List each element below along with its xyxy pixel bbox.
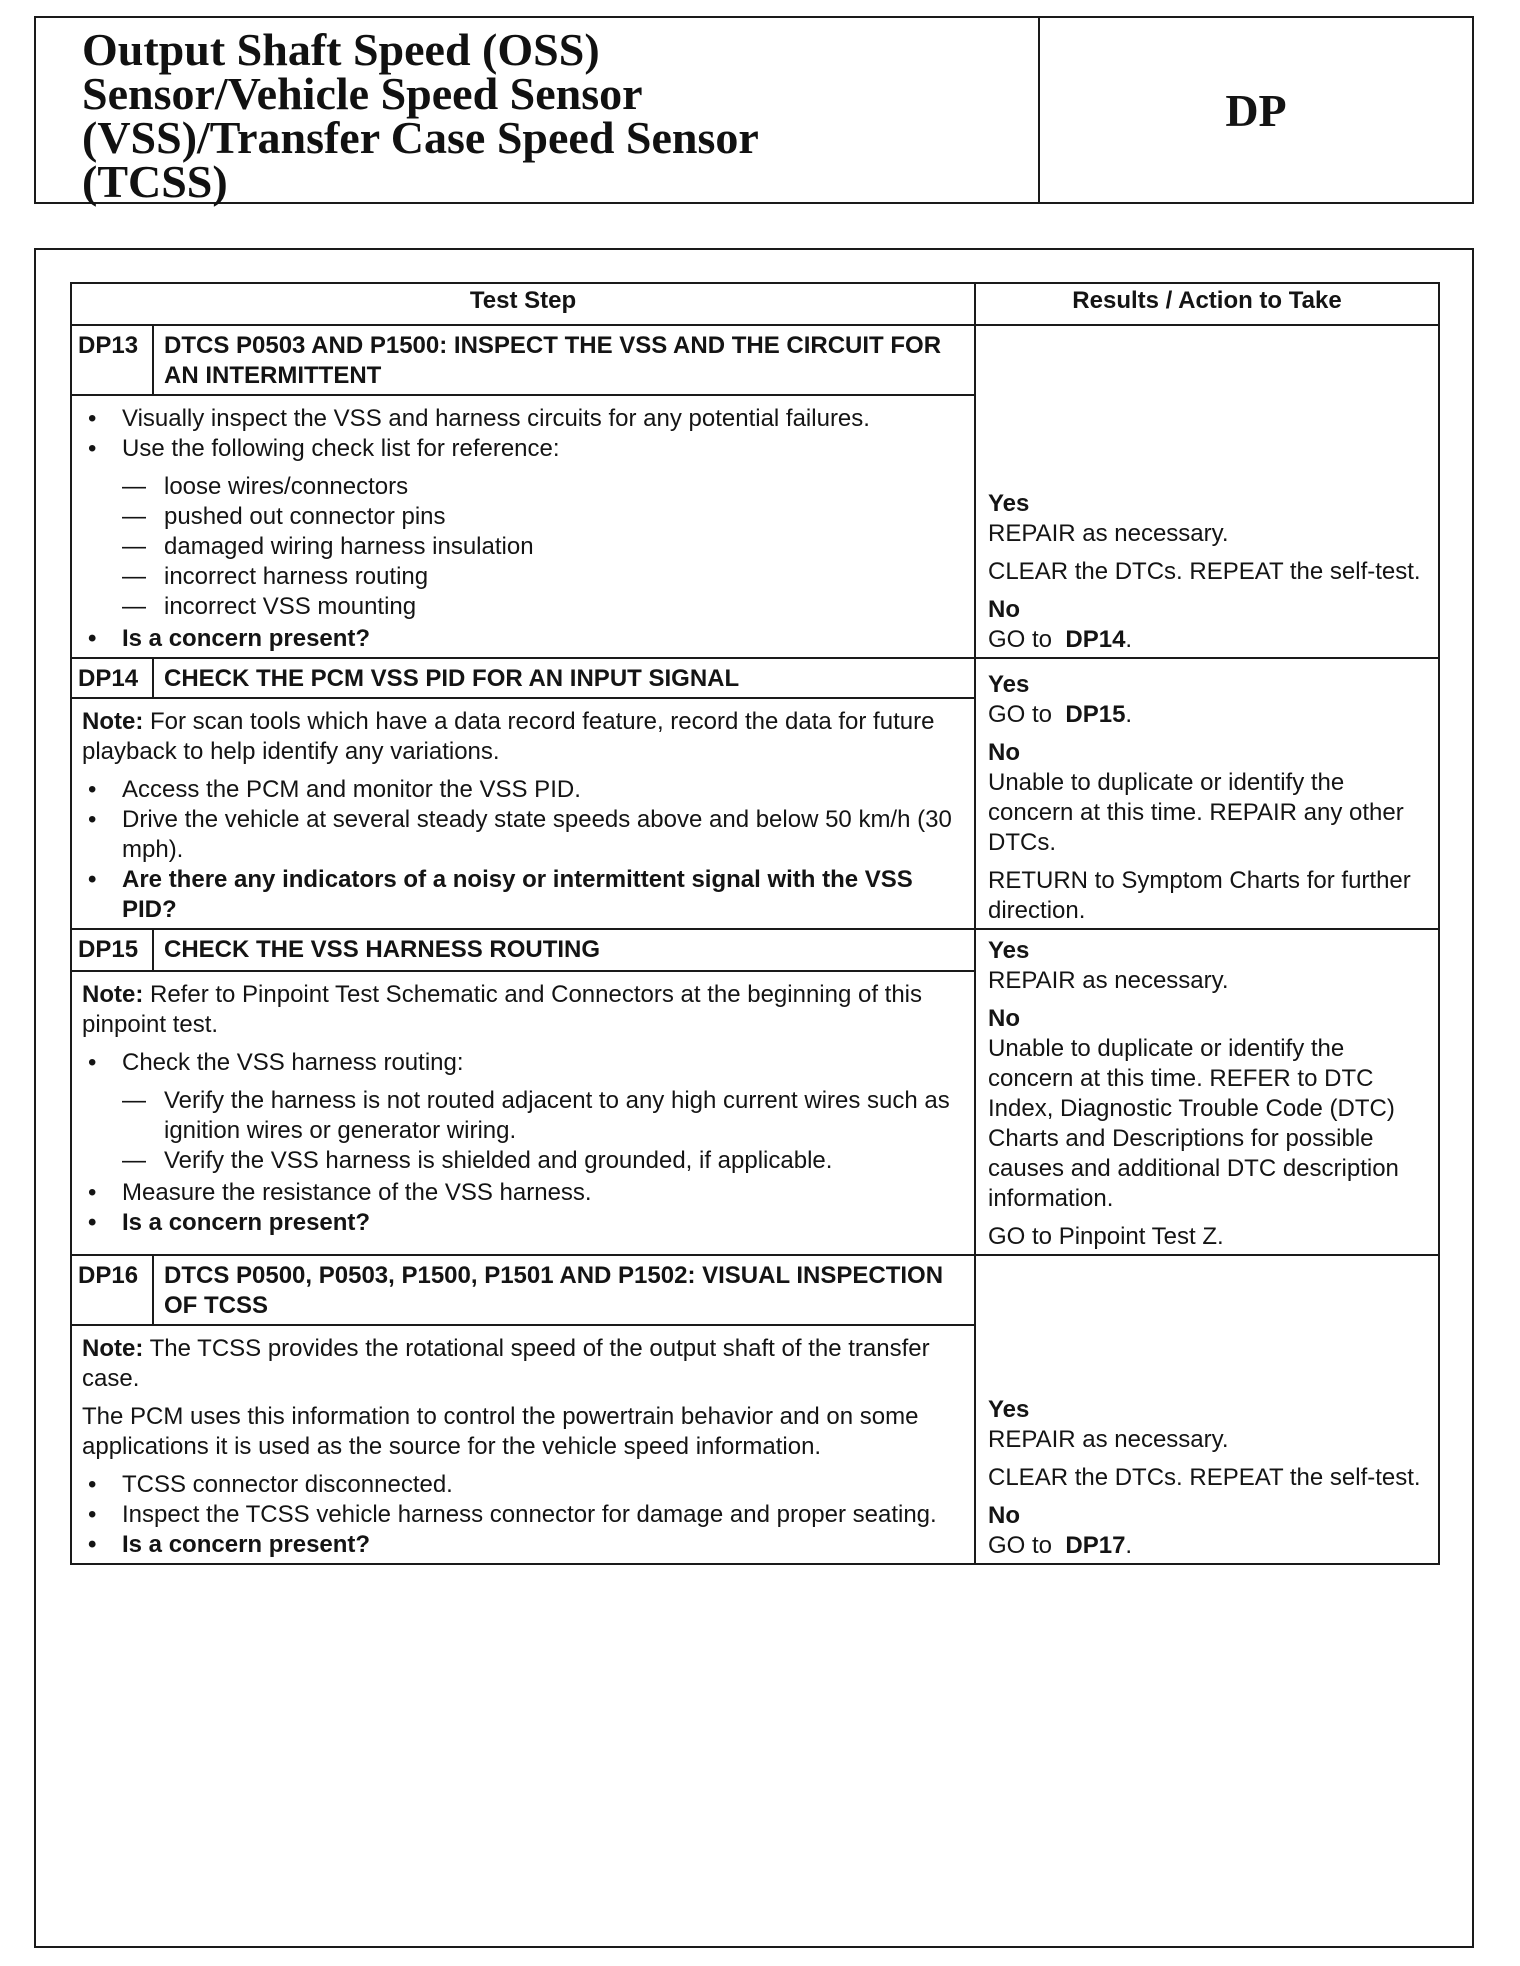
step-note — [82, 980, 964, 1040]
bullet-list — [82, 775, 964, 925]
step-paragraph: The PCM uses this information to control the powertrain behavior and on some applications it is used as the source for the vehicle speed information. — [82, 1403, 919, 1460]
goto-prefix: GO to — [988, 1532, 1053, 1559]
step-note — [82, 1334, 964, 1394]
checklist-item: — Verify the harness is not routed adjacent to any high current wires such as ignition wires or generator wiring. — [82, 1086, 964, 1146]
goto-suffix: . — [1125, 626, 1133, 653]
yes-label: Yes — [988, 937, 1030, 964]
no-label: No — [988, 1005, 1020, 1032]
bullet-list — [82, 1470, 964, 1560]
note-label: Note: — [82, 1335, 144, 1362]
goto-prefix: GO to — [988, 626, 1053, 653]
action-text: CLEAR the DTCs. REPEAT the self-test. — [988, 558, 1421, 585]
step-title: DTCS P0500, P0503, P1500, P1501 AND P1502: VISUAL INSPECTION OF TCSS — [153, 1255, 975, 1325]
checklist-item: — damaged wiring harness insulation — [82, 532, 964, 562]
checklist-item: — Verify the VSS harness is shielded and grounded, if applicable. — [82, 1146, 964, 1176]
step-question: • Is a concern present? — [82, 624, 964, 654]
goto-target: DP15 — [1065, 701, 1126, 728]
checklist-item: — incorrect harness routing — [82, 562, 964, 592]
title-line: Sensor/Vehicle Speed Sensor — [82, 68, 643, 119]
checklist — [82, 1086, 964, 1176]
bullet-list — [82, 404, 964, 464]
step-dp15-actions — [975, 929, 1439, 1255]
list-item: • Drive the vehicle at several steady state speeds above and below 50 km/h (30 mph). — [82, 805, 964, 865]
list-item: • Check the VSS harness routing: — [82, 1048, 964, 1078]
list-item: • Access the PCM and monitor the VSS PID. — [82, 775, 964, 805]
checklist-item: — incorrect VSS mounting — [82, 592, 964, 622]
table-header-row — [71, 283, 1439, 325]
list-item: • TCSS connector disconnected. — [82, 1470, 964, 1500]
step-dp14-actions — [975, 658, 1439, 929]
goto-suffix: . — [1125, 1532, 1133, 1559]
goto-target: DP14 — [1065, 626, 1126, 653]
goto-suffix: . — [1125, 701, 1133, 728]
list-item: • Use the following check list for reference: — [82, 434, 964, 464]
section-code: DP — [1225, 84, 1287, 136]
action-text: REPAIR as necessary. — [988, 1426, 1229, 1453]
note-text: The TCSS provides the rotational speed of the output shaft of the transfer case. — [82, 1335, 930, 1392]
action-text: GO to Pinpoint Test Z. — [988, 1223, 1224, 1250]
action-text: REPAIR as necessary. — [988, 520, 1229, 547]
yes-label: Yes — [988, 490, 1030, 517]
step-question: • Are there any indicators of a noisy or intermittent signal with the VSS PID? — [82, 865, 964, 925]
step-title: DTCS P0503 AND P1500: INSPECT THE VSS AND THE CIRCUIT FOR AN INTERMITTENT — [153, 325, 975, 395]
step-dp15-title-row — [71, 929, 1439, 971]
no-label: No — [988, 1502, 1020, 1529]
pinpoint-test-table — [70, 282, 1440, 1565]
action-goto — [988, 625, 1432, 655]
column-header-results: Results / Action to Take — [975, 283, 1439, 325]
checklist — [82, 472, 964, 622]
step-body — [71, 698, 975, 929]
goto-target: DP17 — [1065, 1532, 1126, 1559]
yes-label: Yes — [988, 1396, 1030, 1423]
step-title: CHECK THE VSS HARNESS ROUTING — [153, 929, 975, 971]
action-goto — [988, 1531, 1432, 1561]
step-id: DP15 — [71, 929, 153, 971]
page-header — [34, 16, 1474, 207]
step-body — [71, 395, 975, 658]
no-label: No — [988, 596, 1020, 623]
step-dp16-actions — [975, 1255, 1439, 1564]
step-id: DP13 — [71, 325, 153, 395]
step-id: DP14 — [71, 658, 153, 698]
step-id: DP16 — [71, 1255, 153, 1325]
no-label: No — [988, 739, 1020, 766]
list-item: • Visually inspect the VSS and harness circuits for any potential failures. — [82, 404, 964, 434]
goto-prefix: GO to — [988, 701, 1053, 728]
step-dp13-actions — [975, 325, 1439, 658]
step-dp13-title-row — [71, 325, 1439, 395]
column-header-test-step: Test Step — [71, 283, 975, 325]
action-text: Unable to duplicate or identify the concern at this time. REPAIR any other DTCs. — [988, 769, 1404, 856]
step-body — [71, 971, 975, 1255]
title-line: (VSS)/Transfer Case Speed Sensor — [82, 112, 759, 163]
step-dp14-title-row — [71, 658, 1439, 698]
checklist-item: — pushed out connector pins — [82, 502, 964, 532]
action-text: CLEAR the DTCs. REPEAT the self-test. — [988, 1464, 1421, 1491]
action-text: REPAIR as necessary. — [988, 967, 1229, 994]
note-text: For scan tools which have a data record feature, record the data for future playback to help identify any variations. — [82, 708, 935, 765]
action-text: Unable to duplicate or identify the concern at this time. REFER to DTC Index, Diagnostic Trouble Code (DTC) Charts and Descriptions for possible causes and additional DTC description information. — [988, 1035, 1399, 1212]
note-label: Note: — [82, 708, 144, 735]
step-body — [71, 1325, 975, 1564]
note-label: Note: — [82, 980, 144, 1008]
page-title — [36, 18, 1040, 207]
list-item: • Inspect the TCSS vehicle harness connector for damage and proper seating. — [82, 1500, 964, 1530]
checklist-item: — loose wires/connectors — [82, 472, 964, 502]
action-text: RETURN to Symptom Charts for further direction. — [988, 867, 1411, 924]
step-title: CHECK THE PCM VSS PID FOR AN INPUT SIGNAL — [153, 658, 975, 698]
list-item: • Measure the resistance of the VSS harness. — [82, 1178, 964, 1208]
bullet-list — [82, 1048, 964, 1078]
question-list — [82, 624, 964, 654]
bullet-list — [82, 1178, 964, 1238]
note-text: Refer to Pinpoint Test Schematic and Connectors at the beginning of this pinpoint test. — [82, 980, 923, 1038]
step-question: • Is a concern present? — [82, 1208, 964, 1238]
step-question: • Is a concern present? — [82, 1530, 964, 1560]
step-dp16-title-row — [71, 1255, 1439, 1325]
yes-label: Yes — [988, 671, 1030, 698]
title-line: Output Shaft Speed (OSS) — [82, 24, 600, 75]
title-line: (TCSS) — [82, 156, 228, 207]
action-goto — [988, 700, 1432, 730]
step-note — [82, 707, 964, 767]
